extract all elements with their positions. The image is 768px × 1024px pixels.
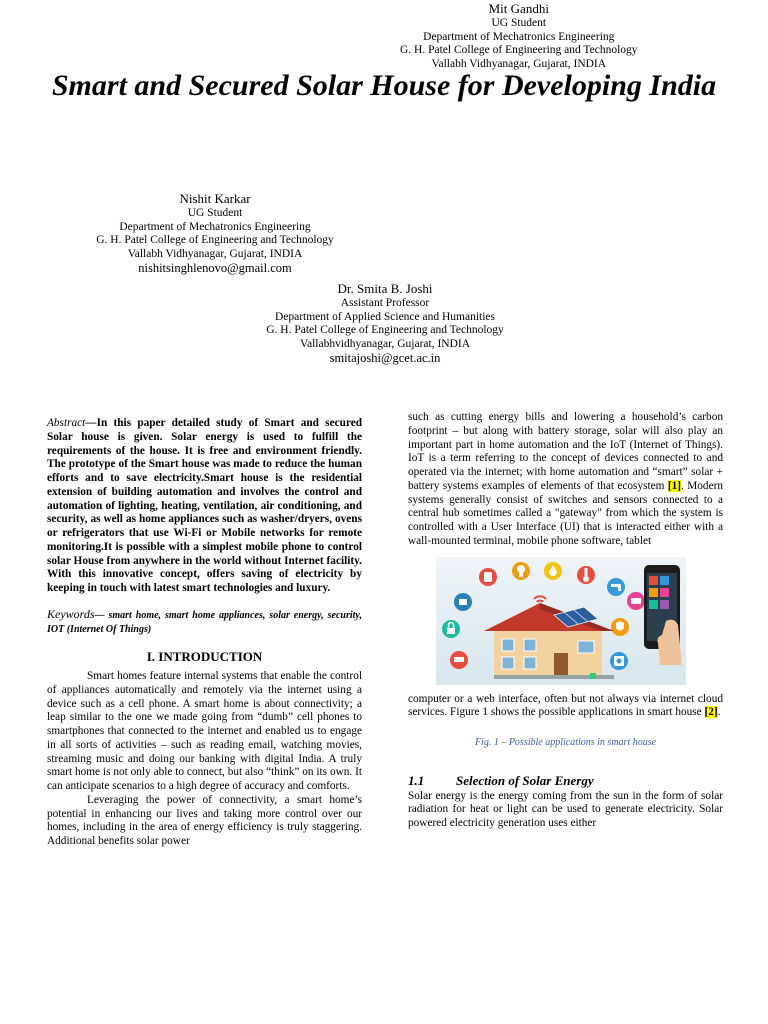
abstract-text: In this paper detailed study of Smart and secured Solar house is given. Solar energy is used to fulfill the requirements of the house. It is free and environment friendly. The prototype of the Smart house was made to reduce the human efforts and to save electricity.Smart house is the residential extension of building automation and involves the control and automation of lighting, heating, ventilation, air conditioning, and security, as well as home appliances such as washer/dryers, ovens or refrigerators that use Wi-Fi or Mobile networks for remote monitoring.It is possible with a simplest mobile phone to control solar House from anywhere in the world without Internet facility. With this innovative concept, offers saving of electricity by keeping in touch with latest smart technologies and luxury. — [47, 417, 362, 594]
abstract-label: Abstract — [47, 417, 86, 429]
water-icon — [544, 562, 562, 580]
shield-icon — [611, 618, 629, 636]
author-department: Department of Applied Science and Humanities — [274, 310, 496, 323]
author-college: G. H. Patel College of Engineering and Technology — [400, 44, 638, 57]
abstract: Abstract—In this paper detailed study of Smart and secured Solar house is given. Solar energy is used to fulfill the requirements of the house. It is free and environment friendly. The prototype of the Smart house was made to reduce the human efforts and to save electricity.Smart house is the residential extension of building automation and involves the control and automation of lighting, heating, ventilation, air conditioning, and security, as well as home appliances such as washer/dryers, ovens or refrigerators that use Wi-Fi or Mobile networks for remote monitoring.It is possible with a simplest mobile phone to control solar House from anywhere in the world without Internet facility. With this innovative concept, offers saving of electricity by keeping in touch with latest smart technologies and luxury. — [47, 417, 362, 594]
left-column — [47, 417, 362, 849]
intro-paragraph-1: Smart homes feature internal systems that enable the control of appliances automatically and remotely via the internet using a device such as a cell phone. A smart home is about connectivity; a leap similar to the one we made going from “dumb” cell phones to smartphones that connected to the internet and enabled us to engage in all sorts of activities – such as reading email, watching movies, streaming music and doing our banking with digital India. A truly smart home is not only able to connect, but also “think” on its own. It can anticipate scenarios to a high degree of accuracy and comforts. — [47, 670, 362, 792]
plug-icon — [454, 593, 472, 611]
author-block-1 — [50, 190, 380, 276]
lamp-icon — [512, 562, 530, 580]
cctv-icon — [450, 651, 468, 669]
author-role: UG Student — [491, 17, 547, 29]
author-department: Department of Mechatronics Engineering — [423, 30, 615, 43]
author-email: nishitsinghlenovo@gmail.com — [138, 261, 292, 276]
author-name: Dr. Smita B. Joshi — [337, 281, 433, 296]
intro-paragraph-2: Leveraging the power of connectivity, a smart home’s potential in enhancing our lives and taking more control over our homes, including in the area of energy efficiency is truly staggering. Additional benefits solar power — [47, 793, 362, 847]
subsection-number: 1.1 — [408, 772, 425, 788]
author-department: Department of Mechatronics Engineering — [119, 220, 311, 233]
author-college: G. H. Patel College of Engineering and Technology — [96, 234, 334, 247]
author-address: Vallabhvidhyanagar, Gujarat, INDIA — [299, 337, 471, 350]
citation-1[interactable]: [1] — [667, 479, 682, 492]
right-column — [408, 411, 723, 831]
ac-icon — [627, 592, 645, 610]
author-address: Vallabh Vidhyanagar, Gujarat, INDIA — [127, 247, 303, 260]
author-college: G. H. Patel College of Engineering and Technology — [266, 324, 504, 337]
citation-2[interactable]: [2] — [704, 706, 718, 719]
paper-title: Smart and Secured Solar House for Developing India — [51, 69, 717, 102]
eco-badge-icon — [590, 673, 596, 679]
author-block-3 — [220, 280, 550, 366]
subsection-heading — [408, 774, 723, 788]
author-address: Vallabh Vidhyanagar, Gujarat, INDIA — [431, 57, 607, 70]
tap-icon — [607, 578, 625, 596]
author-email: smitajoshi@gcet.ac.in — [329, 351, 441, 366]
author-name: Nishit Karkar — [179, 191, 251, 206]
keywords-label: Keywords — [47, 606, 95, 621]
right-paragraph-1: such as cutting energy bills and lowering a household’s carbon footprint – but along with battery storage, solar will also play an important part in home automation and the IoT (Internet of Things). IoT is a term referring to the concept of devices connected to and operated via the internet; with home automation and “smart” solar + battery systems examples of elements of that ecosystem [1]. Modern systems generally consist of switches and sensors connected to a central hub sometimes called a "gateway" from which the system is controlled with a User Interface (UI) that is interacted either with a wall-mounted terminal, mobile phone software, tablet — [408, 411, 723, 547]
washer-icon — [610, 652, 628, 670]
keywords-text: smart home, smart home appliances, solar energy, security, IOT (Internet Of Things) — [47, 609, 362, 635]
author-block-2 — [400, 0, 638, 71]
thermometer-icon — [577, 566, 595, 584]
figure-caption: Fig. 1 – Possible applications in smart house — [474, 737, 657, 748]
toilet-icon — [479, 568, 497, 586]
keywords: Keywords— smart home, smart home appliances, solar energy, security, IOT (Internet Of Things) — [47, 606, 362, 635]
figure-smart-house — [436, 557, 686, 685]
author-role: Assistant Professor — [340, 297, 430, 309]
solar-paragraph-1: Solar energy is the energy coming from the sun in the form of solar radiation for heat or light can be used to generate electricity. Solar powered electricity generation uses either — [408, 789, 723, 829]
smart-house-illustration — [436, 557, 686, 685]
author-role: UG Student — [187, 207, 243, 219]
author-name: Mit Gandhi — [488, 1, 549, 16]
right-paragraph-2: computer or a web interface, often but not always via internet cloud services. Figure 1 shows the possible applications in smart house [2]. — [408, 692, 723, 719]
subsection-title: Selection of Solar Energy — [456, 772, 594, 788]
lock-icon — [442, 620, 460, 638]
section-heading-introduction: I. INTRODUCTION — [146, 649, 263, 665]
